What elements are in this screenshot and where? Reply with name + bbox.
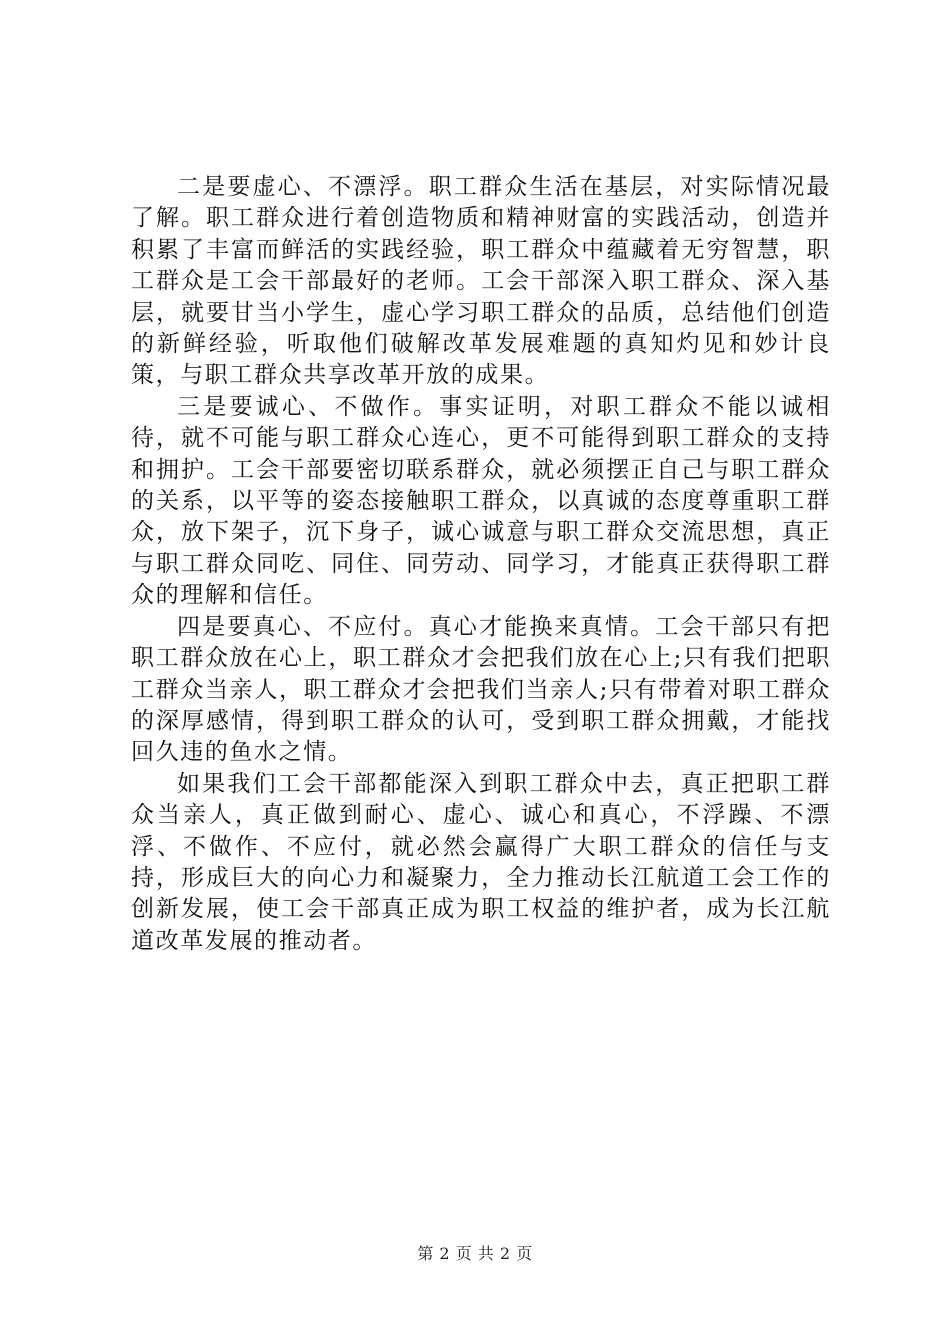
page-footer: 第 2 页 共 2 页: [417, 1244, 533, 1263]
paragraph-chengxin: 三是要诚心、不做作。事实证明，对职工群众不能以诚相待，就不可能与职工群众心连心，更不可能得到职工群众的支持和拥护。工会干部要密切联系群众，就必须摆正自己与职工群众的关系，以平等的姿态接触职工群众，以真诚的态度尊重职工群众，放下架子，沉下身子，诚心诚意与职工群众交流思想，真正与职工群众同吃、同住、同劳动、同学习，才能真正获得职工群众的理解和信任。: [131, 393, 831, 609]
paragraph-zhenxin: 四是要真心、不应付。真心才能换来真情。工会干部只有把职工群众放在心上，职工群众才会把我们放在心上;只有我们把职工群众当亲人，职工群众才会把我们当亲人;只有带着对职工群众的深厚感情，得到职工群众的认可，受到职工群众拥戴，才能找回久违的鱼水之情。: [131, 613, 831, 766]
paragraph-conclusion: 如果我们工会干部都能深入到职工群众中去，真正把职工群众当亲人，真正做到耐心、虚心、诚心和真心，不浮躁、不漂浮、不做作、不应付，就必然会赢得广大职工群众的信任与支持，形成巨大的向心力和凝聚力，全力推动长江航道工会工作的创新发展，使工会干部真正成为职工权益的维护者，成为长江航道改革发展的推动者。: [131, 770, 831, 954]
paragraph-xuxin: 二是要虚心、不漂浮。职工群众生活在基层，对实际情况最了解。职工群众进行着创造物质和精神财富的实践活动，创造并积累了丰富而鲜活的实践经验，职工群众中蕴藏着无穷智慧，职工群众是工会干部最好的老师。工会干部深入职工群众、深入基层，就要甘当小学生，虚心学习职工群众的品质，总结他们创造的新鲜经验，听取他们破解改革发展难题的真知灼见和妙计良策，与职工群众共享改革开放的成果。: [131, 174, 831, 389]
body-text: [131, 172, 831, 957]
